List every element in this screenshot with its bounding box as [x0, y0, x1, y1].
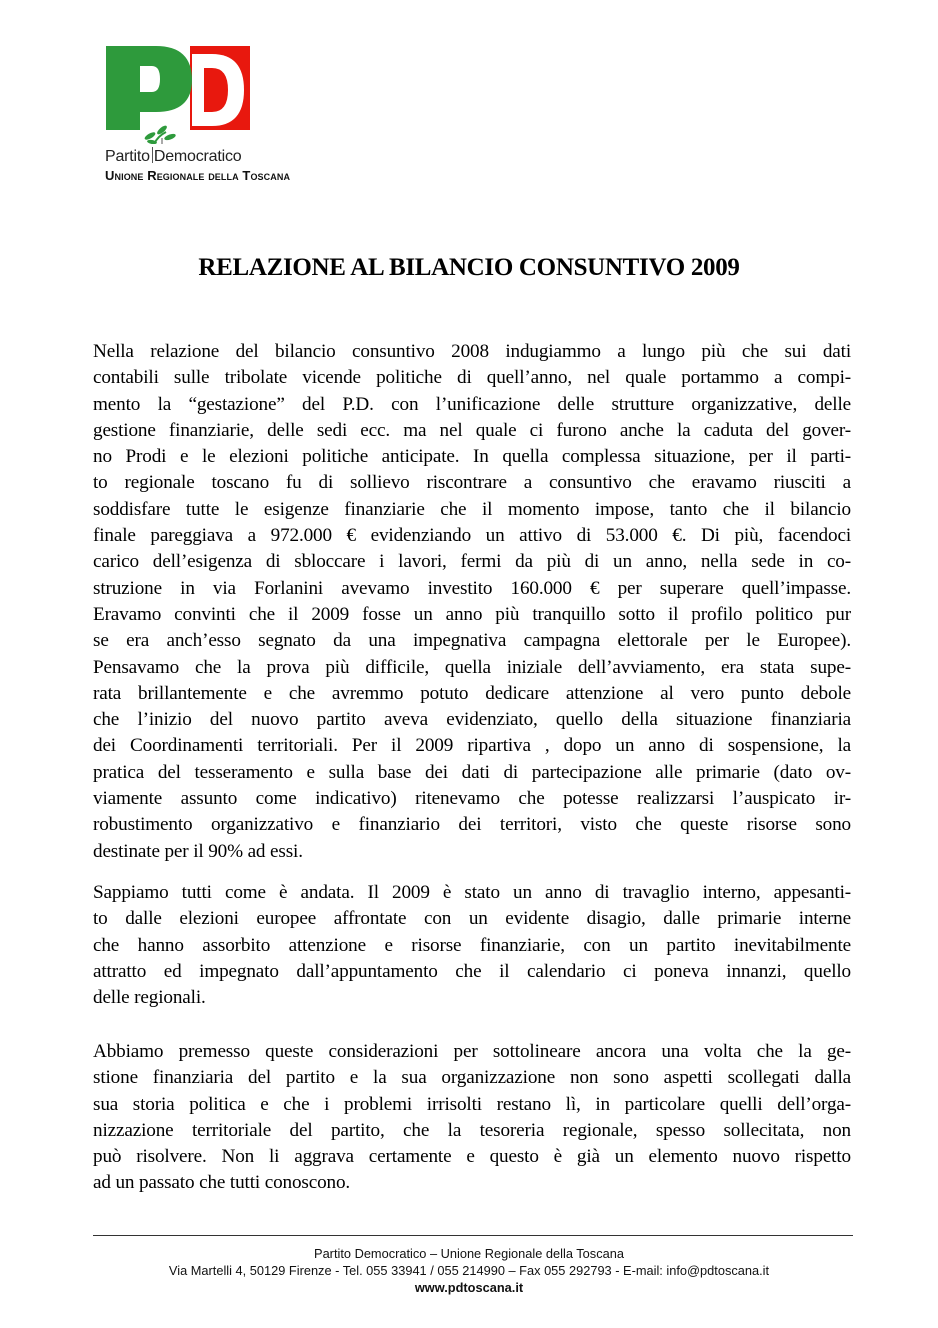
text-line: Abbiamo premesso queste considerazioni per sottolineare ancora una volta che la ge-	[93, 1041, 851, 1062]
text-line: attratto ed impegnato dall’appuntamento che il calendario ci poneva innanzi, quello	[93, 960, 851, 982]
text-line: se era anch’esso segnato da una impegnativa campagna elettorale per le Europee).	[93, 630, 851, 652]
text-line: robustimento organizzativo e finanziario dei territori, visto che queste risorse sono	[93, 814, 851, 836]
page-footer	[0, 1245, 938, 1296]
text-line: Eravamo convinti che il 2009 fosse un anno più tranquillo sotto il profilo politico pur	[93, 603, 851, 625]
paragraph-1	[93, 339, 851, 865]
paragraph-2	[93, 880, 851, 1011]
text-line: no Prodi e le elezioni politiche anticipate. In quella complessa situazione, per il parti-	[93, 446, 851, 468]
text-line: to dalle elezioni europee affrontate con un evidente disagio, dalle primarie interne	[93, 908, 851, 930]
text-line: dei Coordinamenti territoriali. Per il 2009 ripartiva , dopo un anno di sospensione, la	[93, 735, 851, 757]
text-line: finale pareggiava a 972.000 € evidenziando un attivo di 53.000 €. Di più, facendoci	[93, 525, 851, 547]
text-line: sua storia politica e che i problemi irrisolti restano lì, in particolare quelli dell’orga-	[93, 1093, 851, 1115]
pd-logo-icon	[104, 44, 254, 144]
text-line: struzione in via Forlanini avevamo investito 160.000 € per superare quell’impasse.	[93, 577, 851, 599]
text-line: pratica del tesseramento e sulla base dei dati di partecipazione alle primarie (dato ov-	[93, 761, 851, 783]
text-line: contabili sulle tribolate vicende politiche di quell’anno, nel quale portammo a compi-	[93, 367, 851, 389]
text-line: rata brillantemente e che avremmo potuto dedicare attenzione al vero punto debole	[93, 682, 851, 704]
logo-name-left: Partito	[105, 148, 150, 165]
logo-party-name	[105, 147, 241, 166]
text-line: to regionale toscano fu di sollievo riscontrare a consuntivo che eravamo riusciti a	[93, 472, 851, 494]
text-line: stione finanziaria del partito e la sua organizzazione non sono aspetti scollegati dalla	[93, 1067, 851, 1089]
footer-website-link[interactable]: www.pdtoscana.it	[414, 1280, 524, 1295]
text-line: Sappiamo tutti come è andata. Il 2009 è stato un anno di travaglio interno, appesanti-	[93, 882, 851, 903]
text-line: viamente assunto come indicativo) ritenevamo che potesse realizzarsi l’auspicato ir-	[93, 788, 851, 810]
party-logo	[104, 44, 354, 184]
logo-divider	[152, 147, 153, 163]
text-line: che l’inizio del nuovo partito aveva evidenziato, quello della situazione finanziaria	[93, 709, 851, 731]
document-title: RELAZIONE AL BILANCIO CONSUNTIVO 2009	[198, 254, 740, 281]
text-line: mento la “gestazione” del P.D. con l’unificazione delle strutture organizzative, delle	[93, 393, 851, 415]
paragraph-3	[93, 1039, 851, 1197]
logo-subtitle: Unione Regionale della Toscana	[105, 168, 291, 183]
text-line: delle regionali.	[93, 987, 206, 1009]
footer-divider	[93, 1235, 853, 1236]
text-line: carico dell’esigenza di sbloccare i lavori, fermi da più di un anno, nella sede in co-	[93, 551, 851, 573]
logo-name-right: Democratico	[153, 148, 242, 165]
text-line: soddisfare tutte le esigenze finanziarie che il momento impose, tanto che il bilancio	[93, 498, 851, 520]
text-line: nizzazione territoriale del partito, che la tesoreria regionale, spesso sollecitata, non	[93, 1119, 851, 1141]
text-line: può risolvere. Non li aggrava certamente e questo è già un elemento nuovo rispetto	[93, 1146, 851, 1168]
text-line: gestione finanziarie, delle sedi ecc. ma nel quale ci furono anche la caduta del gover-	[93, 419, 851, 441]
text-line: Pensavamo che la prova più difficile, quella iniziale dell’avviamento, era stata supe-	[93, 656, 851, 678]
text-line: Nella relazione del bilancio consuntivo 2008 indugiammo a lungo più che sui dati	[93, 341, 851, 362]
footer-contacts: Via Martelli 4, 50129 Firenze - Tel. 055 33941 / 055 214990 – Fax 055 292793 - E-mail: info@pdtoscana.it	[168, 1263, 770, 1278]
footer-org-name: Partito Democratico – Unione Regionale della Toscana	[314, 1246, 624, 1261]
text-line: destinate per il 90% ad essi.	[93, 840, 303, 862]
text-line: che hanno assorbito attenzione e risorse finanziarie, con un partito inevitabilmente	[93, 934, 851, 956]
text-line: ad un passato che tutti conoscono.	[93, 1172, 351, 1194]
